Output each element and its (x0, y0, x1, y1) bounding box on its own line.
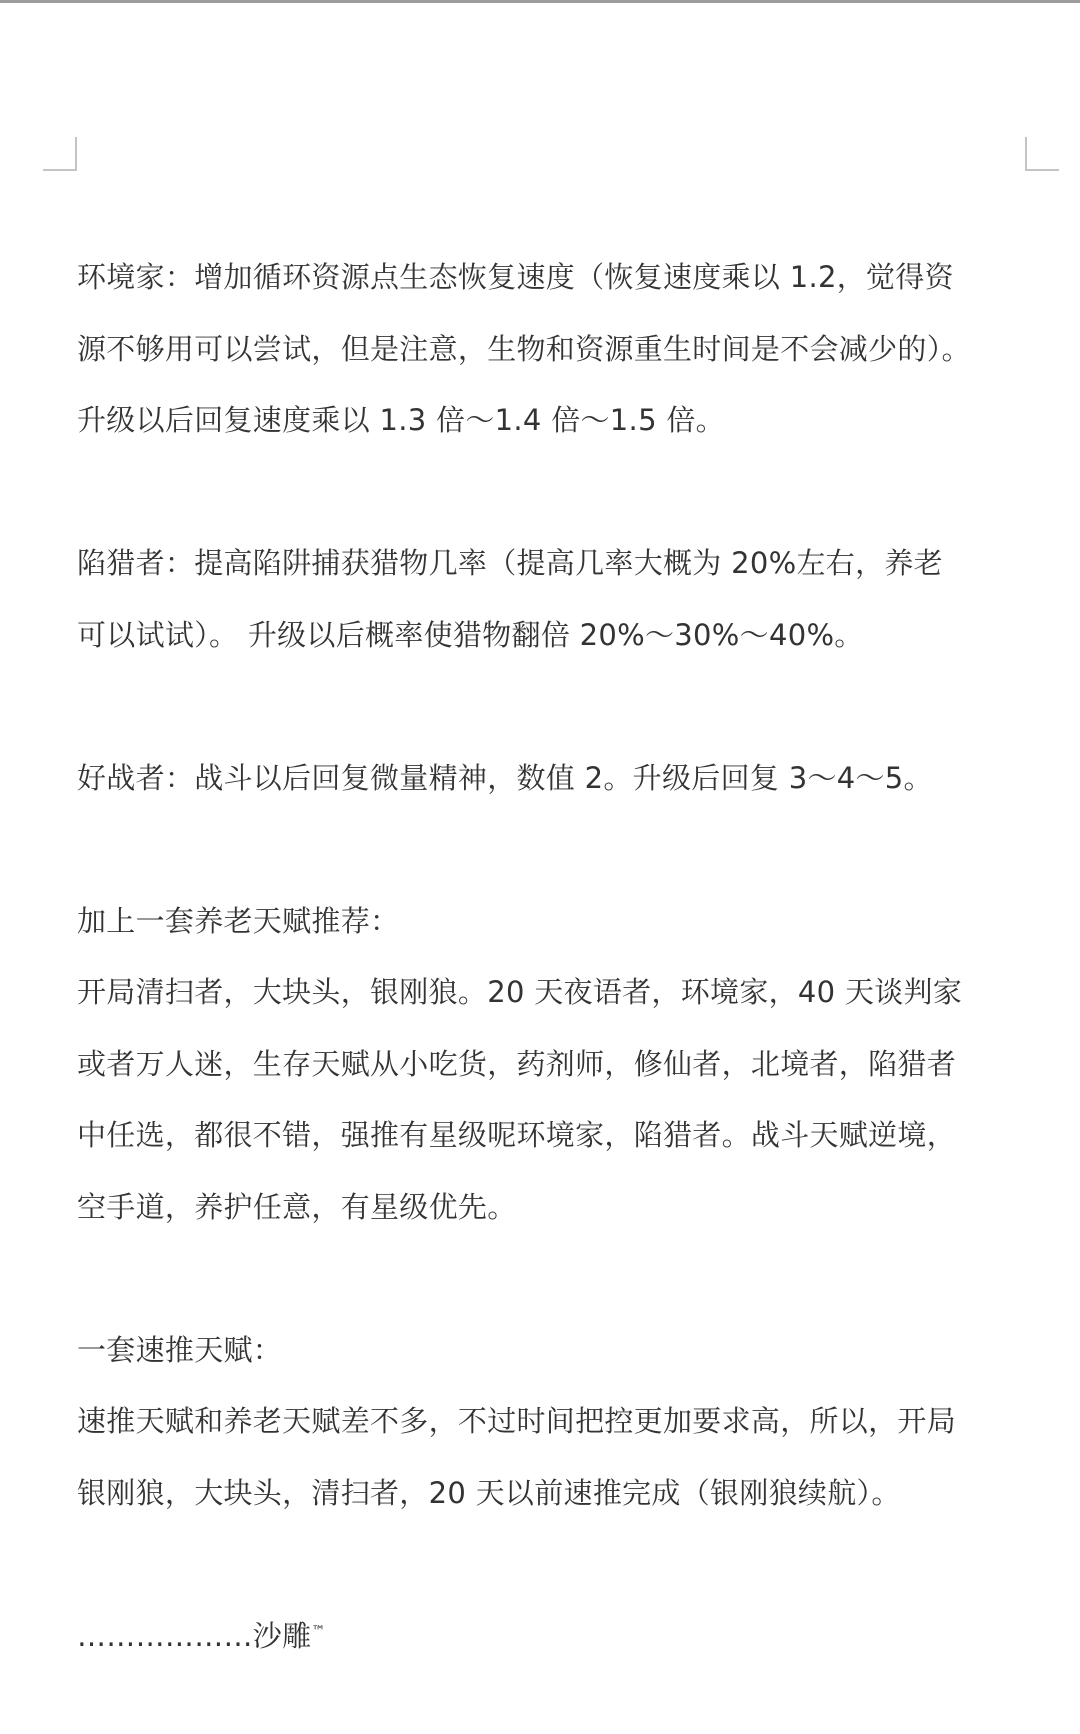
text-line: 可以试试）。 升级以后概率使猎物翻倍 20%～30%～40%。 (77, 617, 864, 652)
page-top-border (0, 0, 1080, 3)
page-corner-mark-right (1025, 137, 1059, 171)
text-line: 开局清扫者，大块头，银刚狼。20 天夜语者，环境家，40 天谈判家 (77, 975, 963, 1009)
text-line: 环境家：增加循环资源点生态恢复速度（恢复速度乘以 1.2，觉得资 (77, 260, 954, 294)
signature-text: ………………沙雕 (77, 1618, 312, 1653)
section-heading: 加上一套养老天赋推荐： (77, 903, 400, 938)
signature (77, 1601, 1027, 1673)
text-line: 陷猎者：提高陷阱捕获猎物几率（提高几率大概为 20%左右，养老 (77, 546, 943, 580)
paragraph-spacer (77, 814, 1027, 886)
text-line: 速推天赋和养老天赋差不多，不过时间把控更加要求高，所以，开局 (77, 1404, 957, 1438)
paragraph-environmentalist (77, 242, 1027, 457)
text-line: 空手道，养护任意，有星级优先。 (77, 1189, 517, 1224)
text-line: 升级以后回复速度乘以 1.3 倍～1.4 倍～1.5 倍。 (77, 403, 725, 437)
paragraph-spacer (77, 457, 1027, 529)
document-body (77, 242, 1027, 1672)
paragraph-speedrun-build (77, 1315, 1027, 1530)
paragraph-spacer (77, 671, 1027, 743)
text-line: 中任选，都很不错，强推有星级呢环境家，陷猎者。战斗天赋逆境， (77, 1118, 957, 1152)
paragraph-warmonger (77, 743, 1027, 815)
text-line: 好战者：战斗以后回复微量精神，数值 2。升级后回复 3～4～5。 (77, 760, 933, 795)
section-heading: 一套速推天赋： (77, 1332, 283, 1367)
text-line: 源不够用可以尝试，但是注意，生物和资源重生时间是不会减少的）。 (77, 331, 971, 366)
text-line: 或者万人迷，生存天赋从小吃货，药剂师，修仙者，北境者，陷猎者 (77, 1046, 957, 1081)
paragraph-spacer (77, 1243, 1027, 1315)
page-corner-mark-left (43, 137, 77, 171)
paragraph-spacer (77, 1529, 1027, 1601)
text-line: 银刚狼，大块头，清扫者，20 天以前速推完成（银刚狼续航）。 (77, 1475, 901, 1510)
trademark-mark: ™ (311, 1622, 326, 1639)
paragraph-retirement-build (77, 886, 1027, 1244)
paragraph-trapper (77, 528, 1027, 671)
